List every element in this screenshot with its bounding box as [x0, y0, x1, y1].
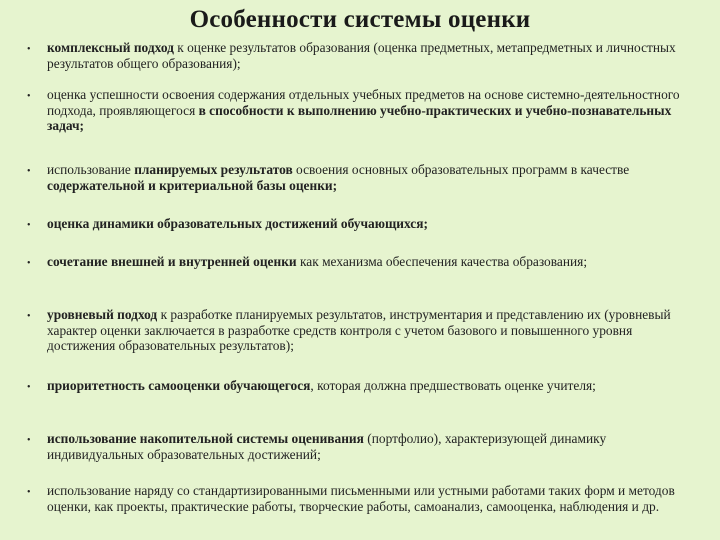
list-item-text: комплексный подход к оценке результатов образования (оценка предметных, метапредметных и личностных результатов общего образования);: [47, 40, 676, 71]
bullet-icon: •: [27, 258, 31, 269]
slide-title: Особенности системы оценки: [189, 6, 531, 33]
list-item-text: приоритетность самооценки обучающегося, которая должна предшествовать оценке учителя;: [47, 378, 596, 393]
bullet-icon: •: [27, 220, 31, 231]
bullet-icon: •: [27, 487, 31, 498]
bullet-icon: •: [27, 166, 31, 177]
list-item-text: оценка динамики образовательных достижений обучающихся;: [47, 216, 428, 231]
bullet-icon: •: [27, 44, 31, 55]
list-item-text: использование планируемых результатов освоения основных образовательных программ в качестве содержательной и критериальной базы оценки;: [47, 162, 630, 193]
bullet-icon: •: [27, 311, 31, 322]
list-item-text: оценка успешности освоения содержания отдельных учебных предметов на основе системно-деятельностного подхода, проявляющегося в способности к выполнению учебно-практических и учебно-познавательных задач;: [47, 87, 680, 133]
list-item-text: использование наряду со стандартизированными письменными или устными работами таких форм и методов оценки, как проекты, практические работы, творческие работы, самоанализ, самооценка, наблюдения и др.: [47, 483, 675, 514]
bullet-icon: •: [27, 435, 31, 446]
list-item-text: использование накопительной системы оценивания (портфолио), характеризующей динамику индивидуальных образовательных достижений;: [47, 431, 607, 462]
list-item-text: уровневый подход к разработке планируемых результатов, инструментария и представлению их (уровневый характер оценки заключается в разработке средств контроля с учетом базового и повышенного уровня достижения образовательных результатов);: [47, 307, 671, 353]
list-item-text: сочетание внешней и внутренней оценки как механизма обеспечения качества образования;: [47, 254, 588, 269]
bullet-icon: •: [27, 91, 31, 102]
bullet-icon: •: [27, 382, 31, 393]
